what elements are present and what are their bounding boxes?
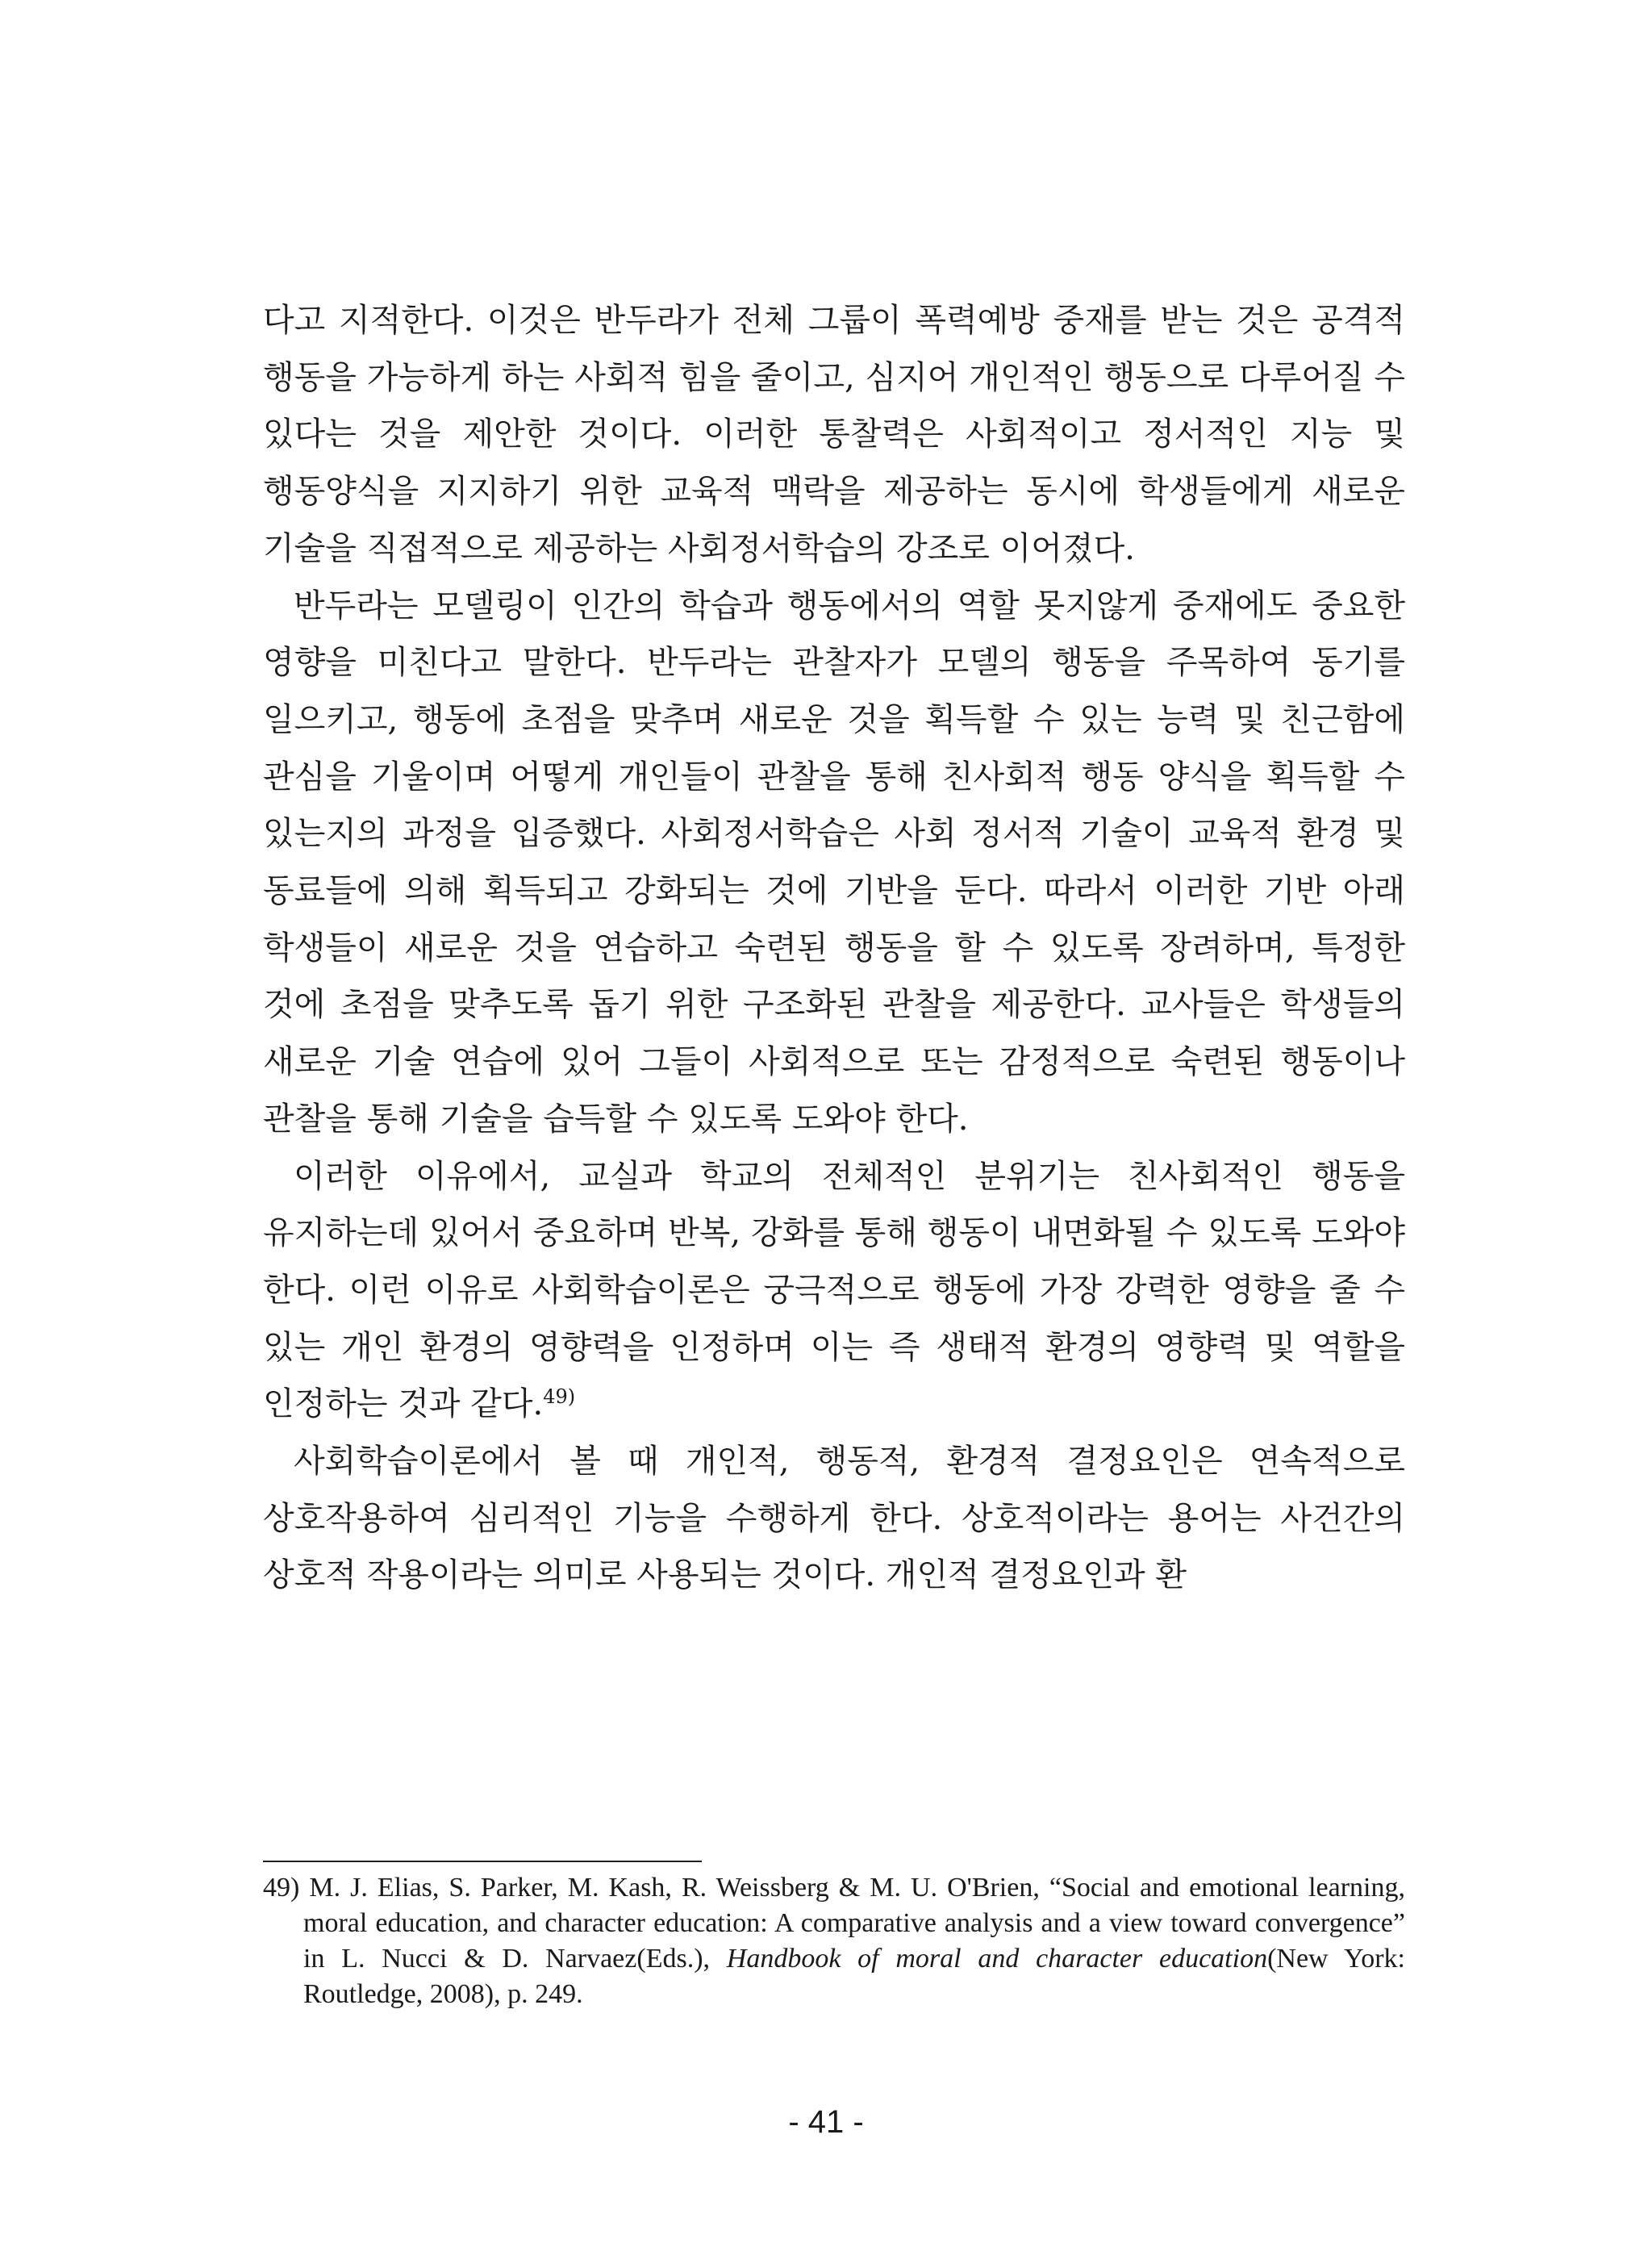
paragraph-4: 사회학습이론에서 볼 때 개인적, 행동적, 환경적 결정요인은 연속적으로 상호작용하여 심리적인 기능을 수행하게 한다. 상호적이라는 용어는 사건간의 상호적 작용이라는 의미로 사용되는 것이다. 개인적 결정요인과 환 xyxy=(263,1443,1405,1594)
body-text xyxy=(263,292,1405,1604)
footnote-separator xyxy=(263,1861,702,1862)
footnote-text-after: (New York: Routledge, 2008), p. 249. xyxy=(303,1944,1406,2009)
footnote xyxy=(263,1870,1405,2012)
footnote-book-title: Handbook of moral and character education xyxy=(726,1944,1268,1974)
footnote-number: 49) xyxy=(263,1873,300,1903)
page-number: - 41 - xyxy=(788,2104,864,2140)
paragraph-3 xyxy=(263,1148,1405,1434)
paragraph-1: 다고 지적한다. 이것은 반두라가 전체 그룹이 폭력예방 중재를 받는 것은 공격적 행동을 가능하게 하는 사회적 힘을 줄이고, 심지어 개인적인 행동으로 다루어질 수 있다는 것을 제안한 것이다. 이러한 통찰력은 사회적이고 정서적인 지능 및 행동양식을 지지하기 위한 교육적 맥락을 제공하는 동시에 학생들에게 새로운 기술을 직접적으로 제공하는 사회정서학습의 강조로 이어졌다. xyxy=(263,302,1405,567)
footnote-body xyxy=(263,1870,1406,2012)
footnote-text-before: M. J. Elias, S. Parker, M. Kash, R. Weissberg & M. U. O'Brien, “Social and emotional learning, moral education, and character education: A comparative analysis and a view toward convergence” in L. Nucci & D. Narvaez(Eds.), xyxy=(303,1873,1406,1974)
footnote-reference[interactable]: 49) xyxy=(543,1385,576,1409)
paragraph-3-text: 이러한 이유에서, 교실과 학교의 전체적인 분위기는 친사회적인 행동을 유지하는데 있어서 중요하며 반복, 강화를 통해 행동이 내면화될 수 있도록 도와야 한다. 이런 이유로 사회학습이론은 궁극적으로 행동에 가장 강력한 영향을 줄 수 있는 개인 환경의 영향력을 인정하며 이는 즉 생태적 환경의 영향력 및 역할을 인정하는 것과 같다. xyxy=(263,1157,1405,1423)
paragraph-2: 반두라는 모델링이 인간의 학습과 행동에서의 역할 못지않게 중재에도 중요한 영향을 미친다고 말한다. 반두라는 관찰자가 모델의 행동을 주목하여 동기를 일으키고, 행동에 초점을 맞추며 새로운 것을 획득할 수 있는 능력 및 친근함에 관심을 기울이며 어떻게 개인들이 관찰을 통해 친사회적 행동 양식을 획득할 수 있는지의 과정을 입증했다. 사회정서학습은 사회 정서적 기술이 교육적 환경 및 동료들에 의해 획득되고 강화되는 것에 기반을 둔다. 따라서 이러한 기반 아래 학생들이 새로운 것을 연습하고 숙련된 행동을 할 수 있도록 장려하며, 특정한 것에 초점을 맞추도록 돕기 위한 구조화된 관찰을 제공한다. 교사들은 학생들의 새로운 기술 연습에 있어 그들이 사회적으로 또는 감정적으로 숙련된 행동이나 관찰을 통해 기술을 습득할 수 있도록 도와야 한다. xyxy=(263,587,1405,1138)
